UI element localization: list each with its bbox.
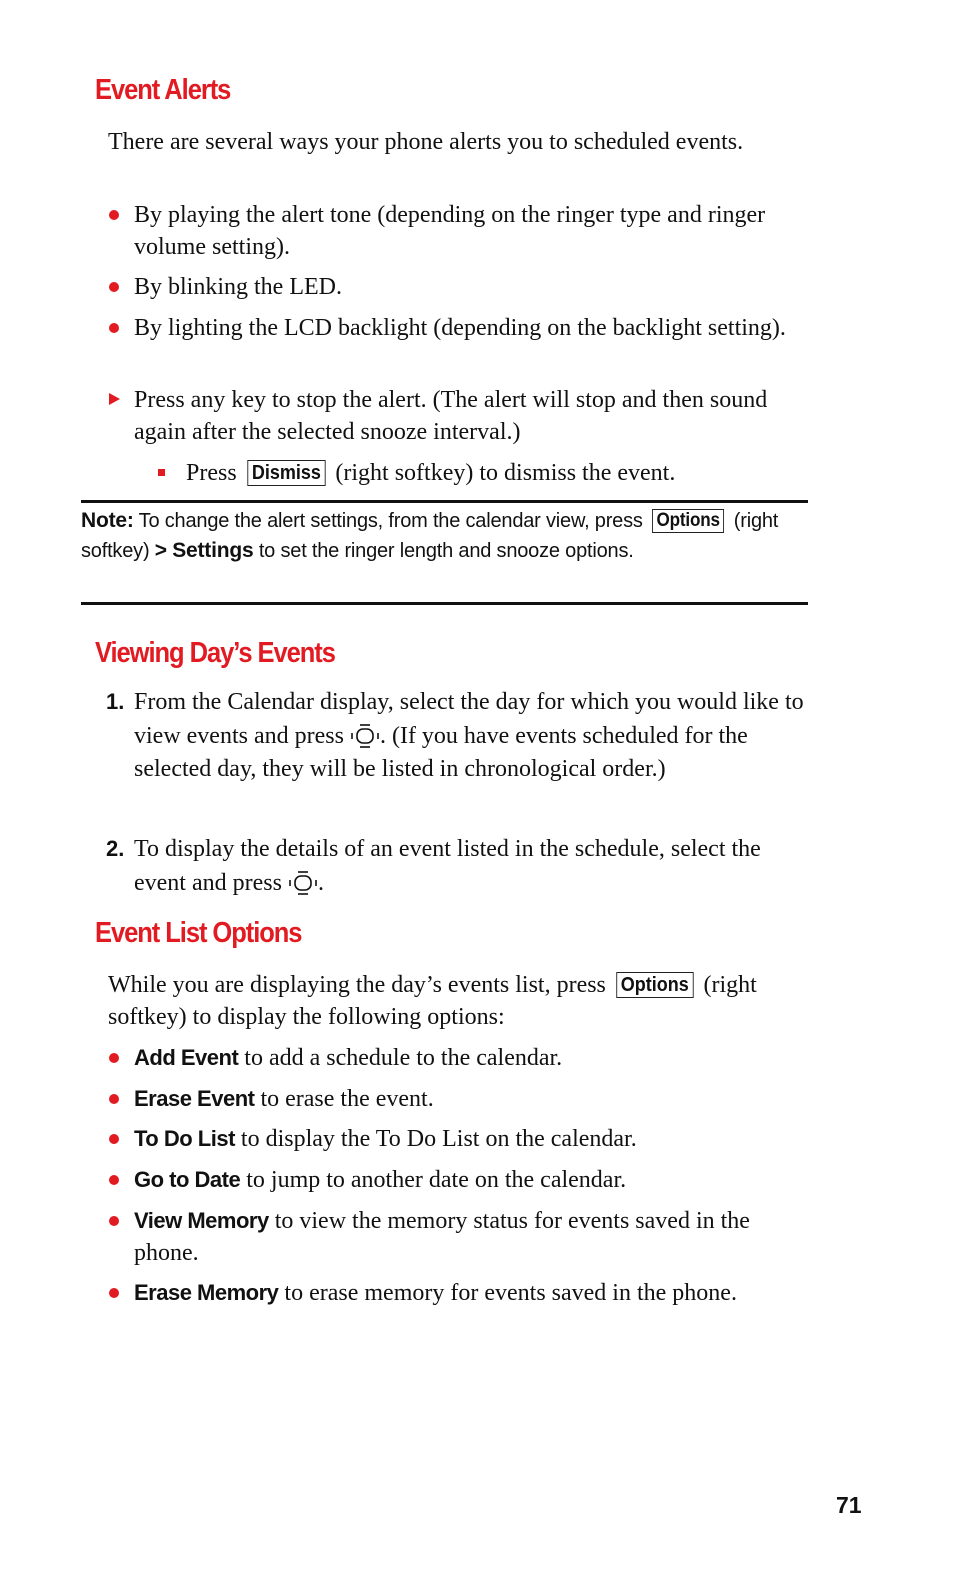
heading-event-list-options: Event List Options: [95, 917, 302, 949]
event-alerts-intro: There are several ways your phone alerts you to scheduled events.: [108, 129, 744, 155]
step-text: [134, 686, 806, 787]
bullet-dot-icon: [109, 323, 119, 333]
option-text: [134, 1083, 806, 1115]
options-key-label: Options: [652, 509, 724, 533]
bullet-text: By blinking the LED.: [134, 274, 342, 300]
options-intro: [108, 969, 808, 1033]
note-text-1: To change the alert settings, from the calendar view, press: [138, 510, 643, 532]
bullet-text: By lighting the LCD backlight (depending on the backlight setting).: [134, 315, 786, 341]
menu-ok-key-icon: [288, 870, 318, 896]
option-text: [134, 1164, 806, 1196]
option-term: Erase Memory: [134, 1280, 279, 1305]
step-number: 1.: [106, 689, 125, 714]
option-desc: to add a schedule to the calendar.: [244, 1045, 563, 1071]
option-desc: to jump to another date on the calendar.: [246, 1167, 627, 1193]
note-box: [81, 506, 808, 566]
bullet-text: By playing the alert tone (depending on the ringer type and ringer volume setting).: [134, 202, 766, 260]
option-desc: to view the memory status for events saved in the phone.: [134, 1208, 750, 1266]
bullet-dot-icon: [109, 1134, 119, 1144]
step-text-pre: From the Calendar display, select the day for which you would like to view events and press: [134, 689, 804, 749]
option-term: Erase Event: [134, 1086, 255, 1111]
option-text: [134, 1277, 806, 1309]
option-desc: to erase memory for events saved in the phone.: [284, 1280, 737, 1306]
step-text-pre: To display the details of an event listed in the schedule, select the event and press: [134, 836, 761, 896]
option-text: [134, 1042, 806, 1074]
substep-pre: Press: [186, 460, 237, 486]
step-number: 2.: [106, 836, 125, 861]
option-desc: to display the To Do List on the calendar.: [240, 1126, 637, 1152]
note-arrow: >: [154, 539, 167, 562]
bullet-dot-icon: [109, 1094, 119, 1104]
step-text-post: .: [317, 869, 324, 896]
option-term: To Do List: [134, 1126, 235, 1151]
options-key-label: Options: [616, 972, 693, 998]
note-bottom-rule: [81, 602, 808, 605]
note-label: Note:: [81, 509, 134, 532]
note-top-rule: [81, 500, 808, 503]
page-number: 71: [836, 1492, 862, 1518]
dismiss-key-label: Dismiss: [247, 460, 325, 486]
step-text: [134, 833, 806, 900]
options-intro-post: (right softkey) to display the following options:: [108, 972, 757, 1030]
square-bullet-icon: [158, 469, 165, 476]
note-menu-settings: Settings: [172, 539, 254, 562]
option-term: Go to Date: [134, 1167, 241, 1192]
bullet-dot-icon: [109, 1175, 119, 1185]
substep-text: [186, 457, 808, 489]
option-text: [134, 1205, 806, 1269]
bullet-dot-icon: [109, 282, 119, 292]
arrow-step-icon: [109, 393, 120, 405]
heading-event-alerts: Event Alerts: [95, 74, 231, 106]
substep-post: (right softkey) to dismiss the event.: [335, 460, 676, 486]
options-intro-pre: While you are displaying the day’s events list, press: [108, 972, 606, 998]
bullet-dot-icon: [109, 1053, 119, 1063]
option-term: Add Event: [134, 1045, 239, 1070]
note-text-3: to set the ringer length and snooze options.: [258, 540, 634, 562]
note-text-2: (right softkey): [81, 510, 779, 562]
option-term: View Memory: [134, 1208, 269, 1233]
option-desc: to erase the event.: [260, 1086, 434, 1112]
bullet-dot-icon: [109, 1216, 119, 1226]
step-text: Press any key to stop the alert. (The alert will stop and then sound again after the selected snooze interval.): [134, 387, 768, 445]
menu-ok-key-icon: [350, 723, 380, 749]
option-text: [134, 1123, 806, 1155]
bullet-dot-icon: [109, 1288, 119, 1298]
step-text-post: . (If you have events scheduled for the selected day, they will be listed in chronological order.): [134, 722, 748, 782]
heading-viewing-days-events: Viewing Day’s Events: [95, 637, 335, 669]
bullet-dot-icon: [109, 210, 119, 220]
